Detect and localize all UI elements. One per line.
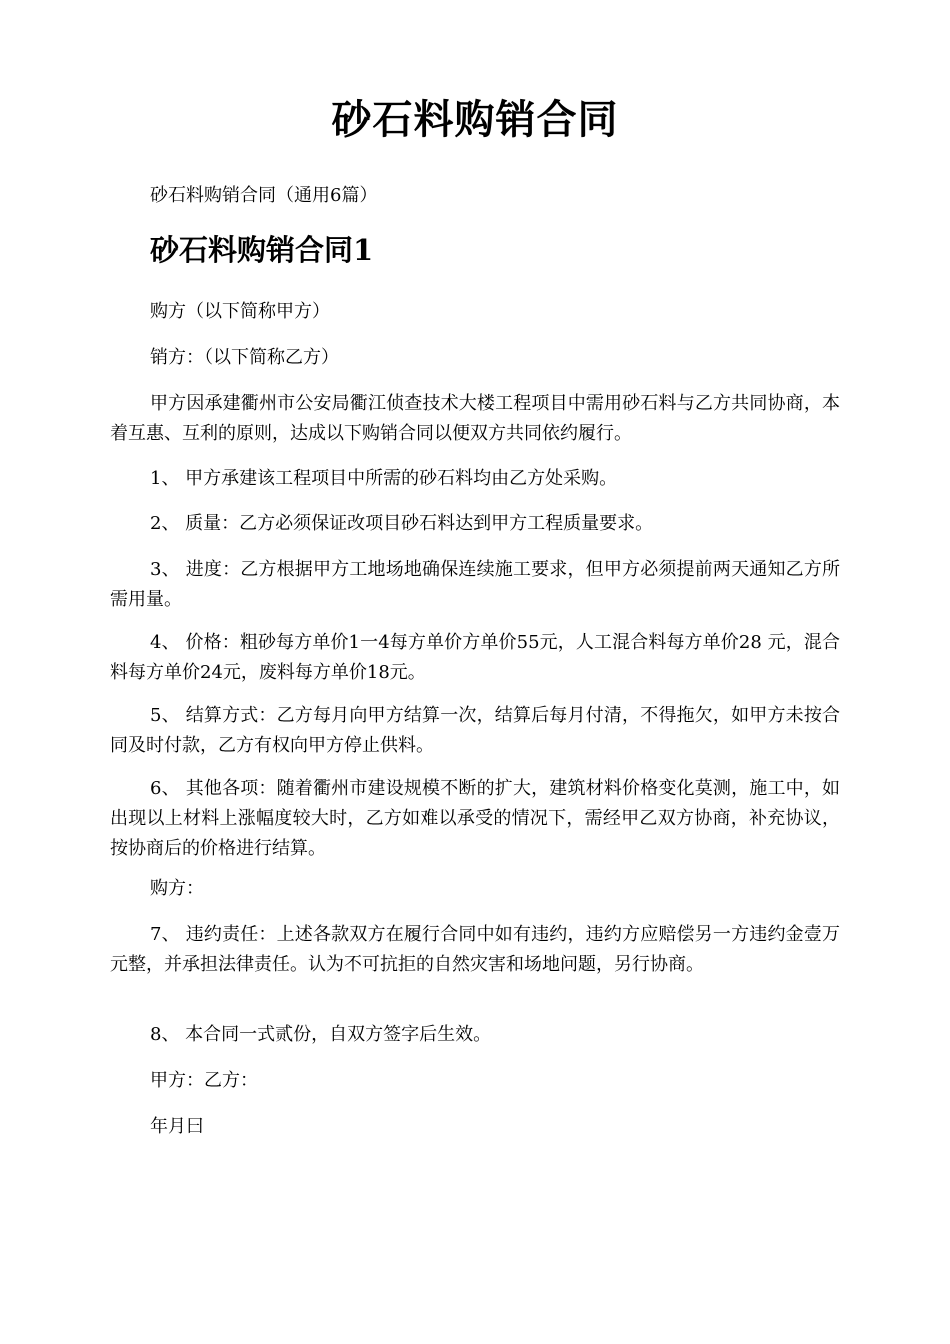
paragraph-buyer: 购方（以下简称甲方） xyxy=(150,301,330,322)
paragraph-clause-2: 2、 质量：乙方必须保证改项目砂石料达到甲方工程质量要求。 xyxy=(150,513,654,534)
document-subtitle: 砂石料购销合同（通用6篇） xyxy=(150,185,378,206)
paragraph-clause-7: 7、 违约责任：上述各款双方在履行合同中如有违约，违约方应赔偿另一方违约金壹万元整，并承担法律责任。认为不可抗拒的自然灾害和场地问题，另行协商。 xyxy=(110,924,840,975)
paragraph-parties-sign: 甲方：乙方： xyxy=(150,1070,258,1091)
document-title: 砂石料购销合同 xyxy=(331,96,619,143)
paragraph-clause-8: 8、 本合同一式贰份，自双方签字后生效。 xyxy=(150,1024,492,1045)
section-heading: 砂石料购销合同1 xyxy=(150,233,374,267)
paragraph-clause-1: 1、 甲方承建该工程项目中所需的砂石料均由乙方处采购。 xyxy=(150,468,618,489)
paragraph-date: 年月曰 xyxy=(150,1116,204,1137)
paragraph-preamble: 甲方因承建衢州市公安局衢江侦查技术大楼工程项目中需用砂石料与乙方共同协商，本着互惠、互利的原则，达成以下购销合同以便双方共同依约履行。 xyxy=(110,393,840,444)
paragraph-clause-3: 3、 进度：乙方根据甲方工地场地确保连续施工要求，但甲方必须提前两天通知乙方所需用量。 xyxy=(110,559,840,610)
paragraph-clause-4: 4、 价格：粗砂每方单价1一4每方单价方单价55元，人工混合料每方单价28 元，混合料每方单价24元，废料每方单价18元。 xyxy=(110,632,840,683)
paragraph-clause-6: 6、 其他各项：随着衢州市建设规模不断的扩大，建筑材料价格变化莫测，施工中，如出现以上材料上涨幅度较大时，乙方如难以承受的情况下，需经甲乙双方协商，补充协议，按协商后的价格进行结算。 xyxy=(110,778,840,859)
paragraph-seller: 销方：（以下简称乙方） xyxy=(150,347,339,368)
paragraph-clause-5: 5、 结算方式：乙方每月向甲方结算一次，结算后每月付清，不得拖欠，如甲方未按合同及时付款，乙方有权向甲方停止供料。 xyxy=(110,705,840,756)
paragraph-buyer-sign: 购方： xyxy=(150,878,204,899)
